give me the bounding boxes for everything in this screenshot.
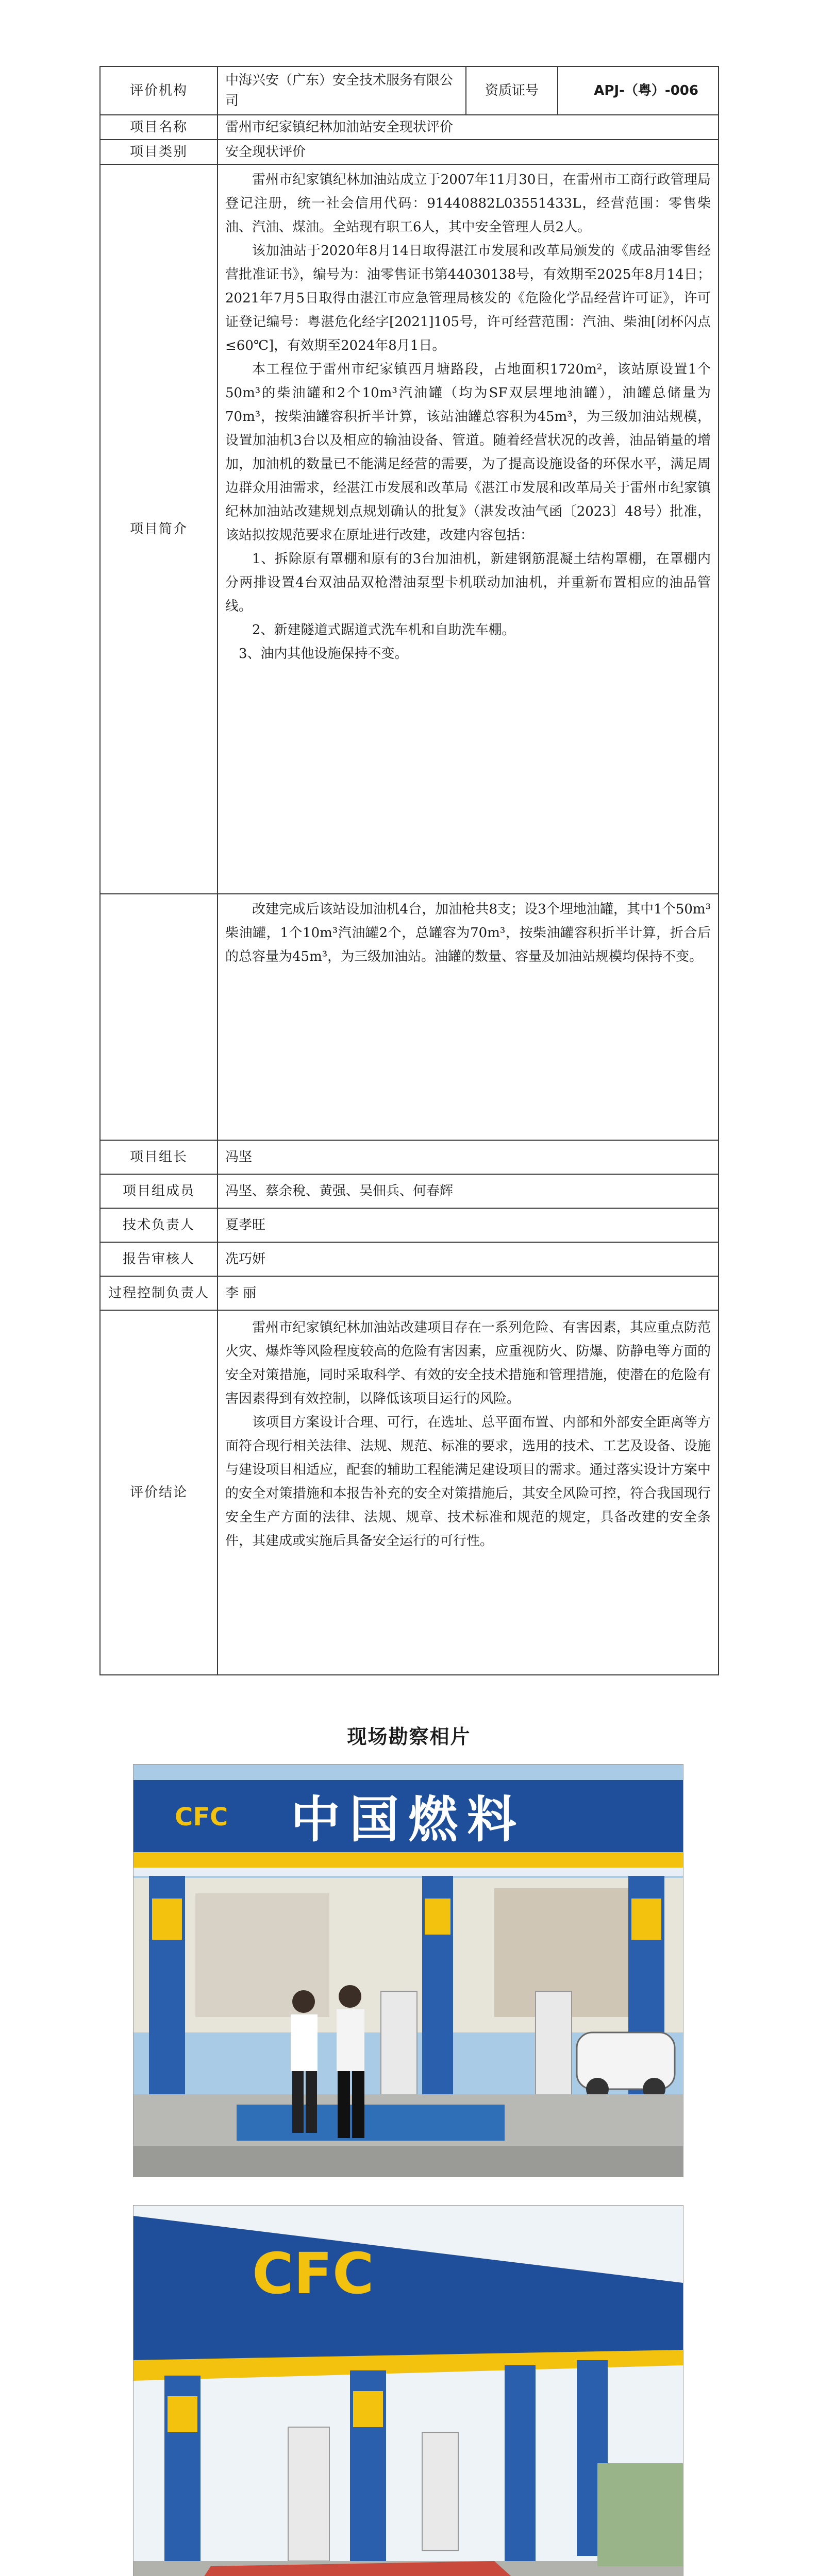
intro-paragraph-5: 2、新建隧道式踞道式洗车机和自助洗车棚。 [252, 622, 515, 638]
review-label: 报告审核人 [100, 1242, 218, 1276]
row-members [100, 1174, 719, 1208]
photos-title: 现场勘察相片 [347, 1725, 471, 1748]
tech-label: 技术负责人 [100, 1208, 218, 1242]
org-label: 评价机构 [100, 66, 218, 115]
report-table [99, 66, 719, 1675]
row-leader [100, 1140, 719, 1174]
tech-value: 夏孝旺 [218, 1208, 719, 1242]
intro-after-label [100, 894, 218, 1140]
leader-label: 项目组长 [100, 1140, 218, 1174]
intro-after-paragraph: 改建完成后该站设加油机4台，加油枪共8支；设3个埋地油罐，其中1个50m³柴油罐，1个10m³汽油罐2个，总罐容为70m³，按柴油罐容积折半计算，折合后的总容量为45m³，为三级加油站。油罐的数量、容量及加油站规模均保持不变。 [225, 902, 711, 964]
intro-label: 项目简介 [100, 164, 218, 894]
row-conclusion [100, 1310, 719, 1675]
canopy2-brand-text: CFC [252, 2241, 374, 2307]
process-value: 李 丽 [218, 1276, 719, 1310]
conclusion-paragraph-1: 雷州市纪家镇纪林加油站改建项目存在一系列危险、有害因素，其应重点防范火灾、爆炸等风险程度较高的危险有害因素，应重视防火、防爆、防静电等方面的安全对策措施，同时采取科学、有效的安全技术措施和管理措施，使潜在的危险有害因素得到有效控制，以降低该项目运行的风险。 [225, 1320, 711, 1406]
intro-cell [218, 164, 719, 894]
canopy-brand-text: CFC [175, 1803, 228, 1832]
row-project-name [100, 115, 719, 140]
intro-paragraph-6: 3、油内其他设施保持不变。 [239, 646, 408, 662]
intro-paragraph-4: 1、拆除原有罩棚和原有的3台加油机，新建钢筋混凝土结构罩棚，在罩棚内分两排设置4台双油品双枪潜油泵型卡机联动加油机，并重新布置相应的油品管线。 [225, 551, 711, 614]
site-photo-canopy-angle [133, 2205, 683, 2576]
row-intro [100, 164, 719, 894]
cert-label: 资质证号 [466, 66, 558, 115]
report-table-container [99, 66, 718, 1675]
members-label: 项目组成员 [100, 1174, 218, 1208]
canopy-sign-text: 中国燃料 [291, 1791, 526, 1849]
leader-value: 冯坚 [218, 1140, 719, 1174]
review-value: 冼巧妍 [218, 1242, 719, 1276]
project-name-label: 项目名称 [100, 115, 218, 140]
row-review [100, 1242, 719, 1276]
site-photo-canopy-front-drawing [133, 1765, 683, 2177]
org-value: 中海兴安（广东）安全技术服务有限公司 [218, 66, 466, 115]
intro-paragraph-3: 本工程位于雷州市纪家镇西月塘路段，占地面积1720m²，该站原设置1个50m³的柴油罐和2个10m³汽油罐（均为SF双层埋地油罐），油罐总储量为70m³，按柴油罐容积折半计算，该站油罐总容积为45m³，为三级加油站规模，设置加油机3台以及相应的输油设备、管道。随着经营状况的改善，油品销量的增加，加油机的数量已不能满足经营的需要，为了提高设施设备的环保水平，满足周边群众用油需求，经湛江市发展和改革局《湛江市发展和改革局关于雷州市纪家镇纪林加油站改建规划点规划确认的批复》（湛发改油气函〔2023〕48号）批准，该站拟按规范要求在原址进行改建，改建内容包括： [225, 362, 711, 543]
site-photo-canopy-angle-drawing [133, 2206, 683, 2576]
process-label: 过程控制负责人 [100, 1276, 218, 1310]
intro-paragraph-1: 雷州市纪家镇纪林加油站成立于2007年11月30日，在雷州市工商行政管理局登记注册，统一社会信用代码：91440882L03551433L，经营范围：零售柴油、汽油、煤油。全站现有职工6人，其中安全管理人员2人。 [225, 172, 711, 235]
site-photo-canopy-front [133, 1764, 683, 2177]
project-type-label: 项目类别 [100, 140, 218, 164]
row-project-type [100, 140, 719, 164]
intro-paragraph-2: 该加油站于2020年8月14日取得湛江市发展和改革局颁发的《成品油零售经营批准证书》，编号为：油零售证书第44030138号，有效期至2025年8月14日；2021年7月5日取得由湛江市应急管理局核发的《危险化学品经营许可证》，许可证登记编号：粤湛危化经字[2021]105号，许可经营范围：汽油、柴油[闭杯闪点≤60℃]，有效期至2024年8月1日。 [225, 243, 711, 353]
conclusion-paragraph-2: 该项目方案设计合理、可行，在选址、总平面布置、内部和外部安全距离等方面符合现行相关法律、法规、规范、标准的要求，选用的技术、工艺及设备、设施与建设项目相适应，配套的辅助工程能满足建设项目的需求。通过落实设计方案中的安全对策措施和本报告补充的安全对策措施后，其安全风险可控，符合我国现行安全生产方面的法律、法规、规章、技术标准和规范的规定，具备改建的安全条件，其建成或实施后具备安全运行的可行性。 [225, 1415, 711, 1549]
row-org [100, 66, 719, 115]
intro-after-cell [218, 894, 719, 1140]
members-value: 冯坚、蔡余稅、黄强、吴佃兵、何春辉 [218, 1174, 719, 1208]
project-type-value: 安全现状评价 [218, 140, 719, 164]
row-intro-after [100, 894, 719, 1140]
row-tech [100, 1208, 719, 1242]
project-name-value: 雷州市纪家镇纪林加油站安全现状评价 [218, 115, 719, 140]
conclusion-label: 评价结论 [100, 1310, 218, 1675]
row-process [100, 1276, 719, 1310]
cert-value: APJ-（粤）-006 [558, 66, 719, 115]
conclusion-cell [218, 1310, 719, 1675]
